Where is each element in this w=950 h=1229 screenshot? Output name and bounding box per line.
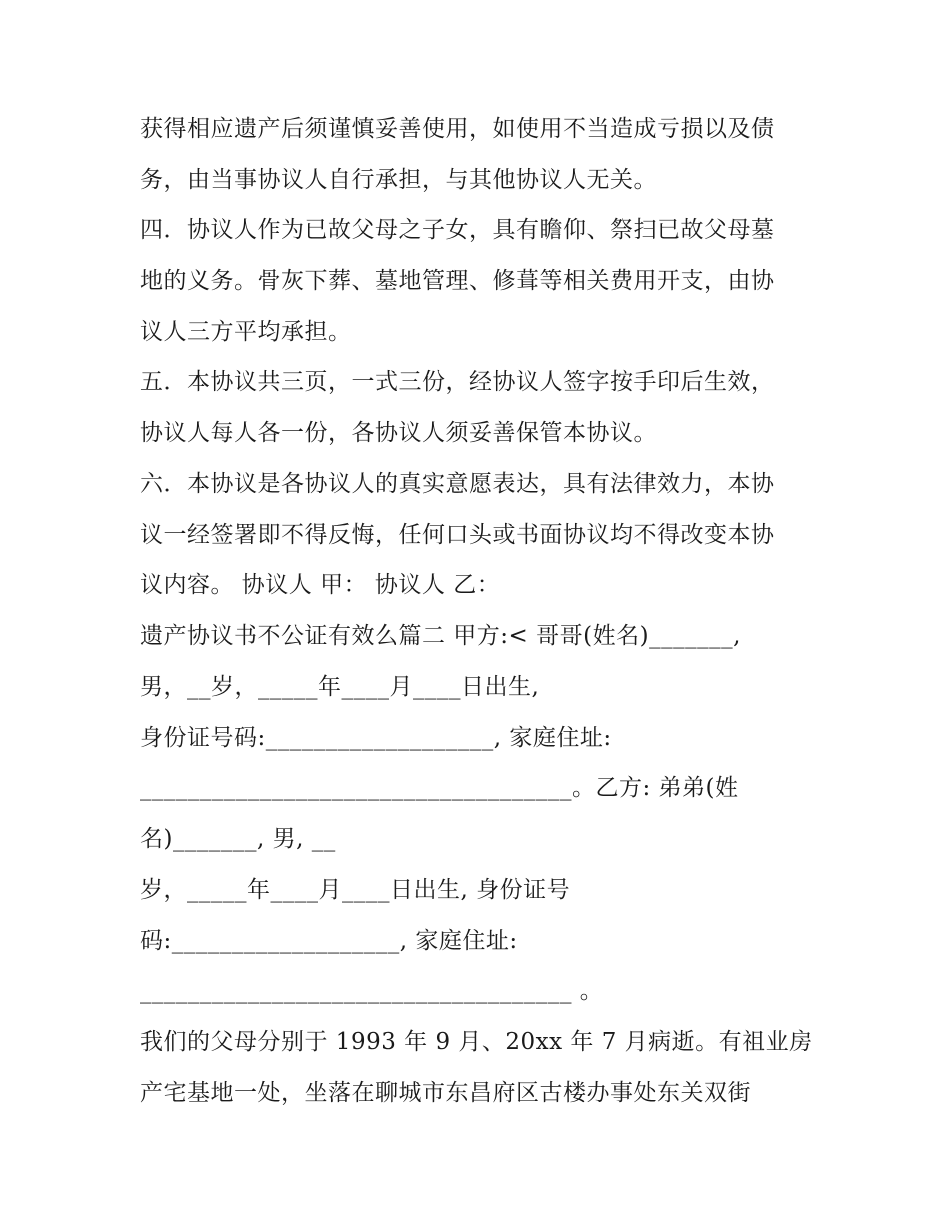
text-line: 码:___________________, 家庭住址: xyxy=(140,928,518,954)
text-line: 六．本协议是各协议人的真实意愿表达，具有法律效力，本协 xyxy=(140,471,775,497)
text-line: 男，__岁，_____年____月____日出生, xyxy=(140,674,540,700)
text-line: 议人三方平均承担。 xyxy=(140,319,352,345)
text-line: 我们的父母分别于 1993 年 9 月、20xx 年 7 月病逝。有祖业房 xyxy=(140,1029,813,1055)
text-line: 获得相应遗产后须谨慎妥善使用，如使用不当造成亏损以及债 xyxy=(140,116,775,142)
text-line: ____________________________________。乙方: 弟弟(姓 xyxy=(140,775,739,801)
text-line: 名)_______, 男, __ xyxy=(140,826,336,852)
text-line: 四．协议人作为已故父母之子女，具有瞻仰、祭扫已故父母墓 xyxy=(140,217,775,243)
text-line: 议内容。 协议人 甲： 协议人 乙： xyxy=(140,572,501,598)
text-line: 产宅基地一处，坐落在聊城市东昌府区古楼办事处东关双街 xyxy=(140,1080,751,1106)
text-line: ____________________________________ 。 xyxy=(140,978,604,1004)
text-line: 务，由当事协议人自行承担，与其他协议人无关。 xyxy=(140,167,657,193)
text-line: 议一经签署即不得反悔，任何口头或书面协议均不得改变本协 xyxy=(140,522,775,548)
text-line: 地的义务。骨灰下葬、墓地管理、修葺等相关费用开支，由协 xyxy=(140,268,775,294)
text-line: 五．本协议共三页，一式三份，经协议人签字按手印后生效， xyxy=(140,369,775,395)
text-line: 身份证号码:___________________, 家庭住址: xyxy=(140,725,612,751)
text-line: 遗产协议书不公证有效么篇二 甲方:< 哥哥(姓名)_______, xyxy=(140,623,741,649)
text-line: 协议人每人各一份，各协议人须妥善保管本协议。 xyxy=(140,420,657,446)
text-line: 岁，_____年____月____日出生, 身份证号 xyxy=(140,877,571,903)
